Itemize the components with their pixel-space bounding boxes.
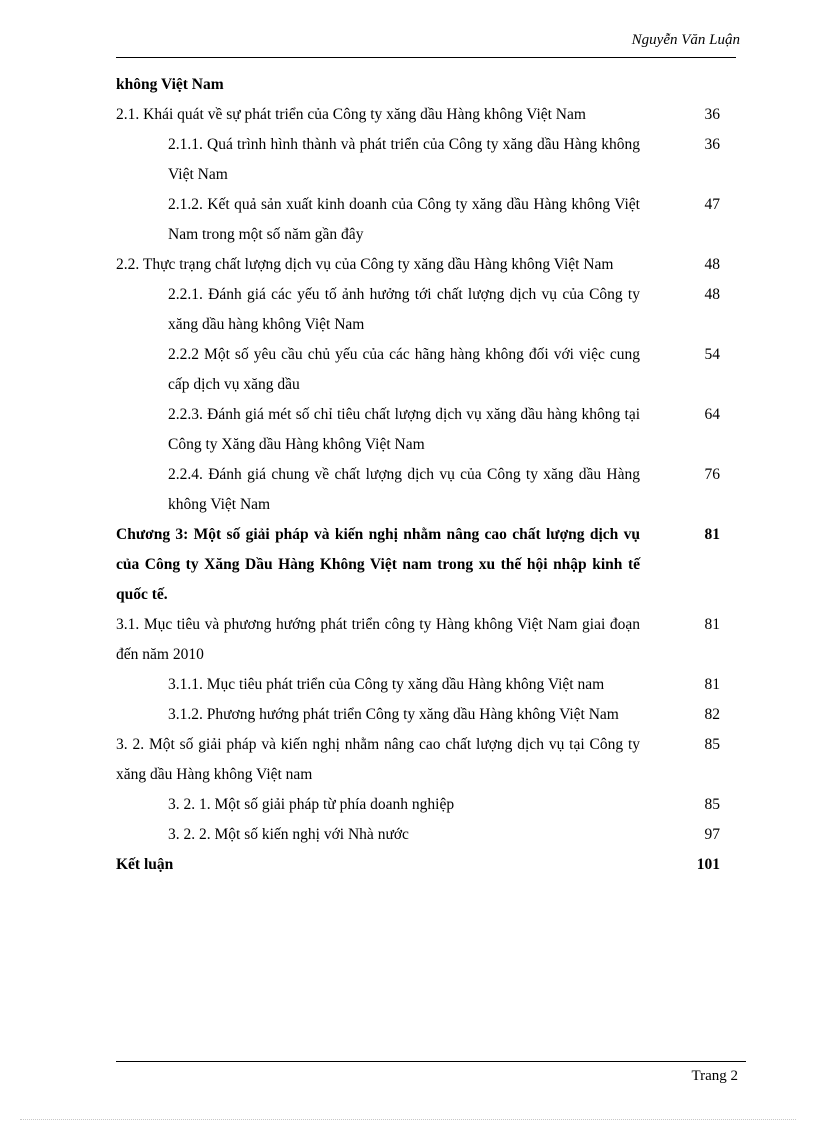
toc-entry-page: 85: [704, 796, 720, 813]
toc-entry: [116, 610, 720, 670]
toc-entry: [116, 790, 720, 820]
toc-entry: [116, 670, 720, 700]
toc-entry: [116, 820, 720, 850]
toc-entry: [116, 520, 720, 610]
toc-entry-page: 48: [704, 286, 720, 303]
toc-entry-page: 97: [704, 826, 720, 843]
toc-entry-text: 3.1.1. Mục tiêu phát triển của Công ty xăng dầu Hàng không Việt nam: [168, 676, 605, 693]
toc-entry: [116, 850, 720, 880]
table-of-contents: [116, 70, 720, 880]
toc-entry-text: 2.2.2 Một số yêu cầu chủ yếu của các hãng hàng không đối với việc cung cấp dịch vụ xăng dầu: [168, 346, 640, 393]
toc-entry-page: 64: [704, 406, 720, 423]
toc-entry-page: 36: [704, 106, 720, 123]
toc-entry-page: 48: [704, 256, 720, 273]
toc-entry-text: 2.1.1. Quá trình hình thành và phát triển của Công ty xăng dầu Hàng không Việt Nam: [168, 136, 640, 183]
toc-entry-text: 3.1. Mục tiêu và phương hướng phát triển công ty Hàng không Việt Nam giai đoạn đến năm 2010: [116, 616, 640, 663]
toc-entry-text: Kết luận: [116, 856, 174, 873]
toc-entry: [116, 280, 720, 340]
toc-entry-text: 3. 2. 1. Một số giải pháp từ phía doanh nghiệp: [168, 796, 455, 813]
toc-entry-text: 2.2. Thực trạng chất lượng dịch vụ của Công ty xăng dầu Hàng không Việt Nam: [116, 256, 614, 273]
toc-entry-text: 2.1. Khái quát về sự phát triển của Công ty xăng dầu Hàng không Việt Nam: [116, 106, 586, 123]
toc-entry: [116, 190, 720, 250]
toc-entry: [116, 250, 720, 280]
toc-entry: [116, 340, 720, 400]
page-edge-divider: [20, 1119, 796, 1120]
toc-entry-page: 36: [704, 136, 720, 153]
toc-entry-page: 82: [704, 706, 720, 723]
toc-entry: [116, 700, 720, 730]
toc-entry-page: 81: [704, 526, 720, 543]
toc-entry-page: 54: [704, 346, 720, 363]
toc-entry: [116, 730, 720, 790]
toc-entry: [116, 460, 720, 520]
toc-entry-text: 3. 2. Một số giải pháp và kiến nghị nhằm nâng cao chất lượng dịch vụ tại Công ty xăng dầu Hàng không Việt nam: [116, 736, 640, 783]
toc-entry: [116, 70, 720, 100]
toc-entry-text: không Việt Nam: [116, 76, 224, 93]
toc-entry-text: 2.2.3. Đánh giá mét số chỉ tiêu chất lượng dịch vụ xăng dầu hàng không tại Công ty Xăng dầu Hàng không Việt Nam: [168, 406, 640, 453]
toc-entry-text: 3. 2. 2. Một số kiến nghị với Nhà nước: [168, 826, 409, 843]
toc-entry-text: 2.2.4. Đánh giá chung về chất lượng dịch vụ của Công ty xăng dầu Hàng không Việt Nam: [168, 466, 640, 513]
toc-entry: [116, 130, 720, 190]
toc-entry: [116, 100, 720, 130]
toc-entry-page: 47: [704, 196, 720, 213]
toc-entry-page: 81: [704, 676, 720, 693]
toc-entry: [116, 400, 720, 460]
footer-page-number: Trang 2: [691, 1068, 738, 1084]
header-author: Nguyễn Văn Luận: [631, 32, 740, 48]
toc-entry-page: 76: [704, 466, 720, 483]
toc-entry-text: 2.1.2. Kết quả sản xuất kinh doanh của Công ty xăng dầu Hàng không Việt Nam trong một số năm gần đây: [168, 196, 640, 243]
toc-entry-text: 2.2.1. Đánh giá các yếu tố ảnh hưởng tới chất lượng dịch vụ của Công ty xăng dầu hàng không Việt Nam: [168, 286, 640, 333]
footer-rule: [116, 1061, 746, 1062]
toc-entry-page: 85: [704, 736, 720, 753]
toc-entry-text: 3.1.2. Phương hướng phát triển Công ty xăng dầu Hàng không Việt Nam: [168, 706, 619, 723]
toc-entry-page: 81: [704, 616, 720, 633]
toc-entry-text: Chương 3: Một số giải pháp và kiến nghị nhằm nâng cao chất lượng dịch vụ của Công ty Xăng Dầu Hàng Không Việt nam trong xu thế hội nhập kinh tế quốc tế.: [116, 526, 640, 603]
header-rule: [116, 57, 736, 58]
toc-entry-page: 101: [696, 856, 720, 873]
